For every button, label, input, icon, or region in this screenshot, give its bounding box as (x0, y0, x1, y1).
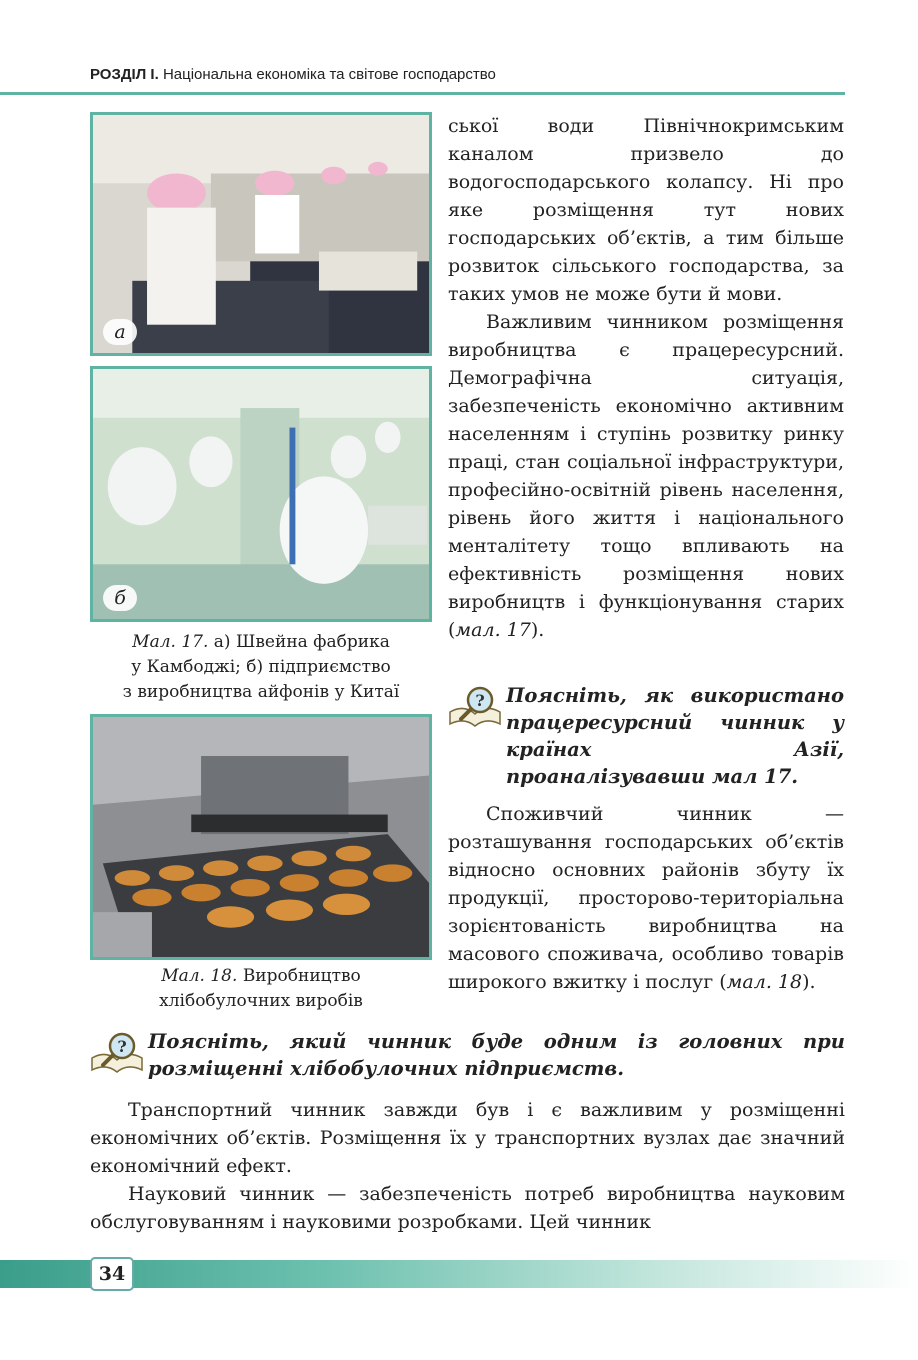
question-book-icon (446, 684, 504, 728)
svg-text:?: ? (117, 1037, 127, 1056)
footer-bar (0, 1260, 918, 1288)
fig18-caption-prefix: Мал. 18. (161, 966, 238, 986)
photo-label-a: а (103, 319, 137, 345)
fig18-caption-line2: хлібобулочних виробів (159, 991, 363, 1011)
fig17-caption-line1: а) Швейна фабрика (213, 632, 390, 652)
section-title: Національна економіка та світове господарство (162, 66, 496, 83)
paragraph-continued: ської води Північнокримським каналом призвело до водогосподарського колапсу. Ні про яке розміщення тут нових господарських об’єктів, а тим більше розвиток сільського господарства, за таких умов не може бути й мови. (448, 115, 844, 305)
photo-iphone-factory (90, 366, 432, 622)
page-number: 34 (90, 1257, 134, 1291)
paragraph-science-factor: Науковий чинник — забезпеченість потреб виробництва науковим обслуговуванням і науковими розробками. Цей чинник (90, 1183, 845, 1233)
question-bakery: Поясніть, який чинник буде одним із головних при розміщенні хлібобулочних підприємств. (148, 1030, 845, 1080)
consumer-text-end: ). (802, 971, 816, 993)
paragraph-consumer-factor (448, 800, 844, 996)
sewing-factory-image (93, 115, 429, 353)
header-rule (0, 92, 845, 95)
labor-figure-ref: мал. 17 (455, 619, 531, 641)
iphone-factory-image (93, 369, 429, 619)
photo-label-b: б (103, 585, 137, 611)
paragraph-transport-factor: Транспортний чинник завжди був і є важливим у розміщенні економічних об’єктів. Розміщення їх у транспортних вузлах дає значний економічний ефект. (90, 1099, 845, 1177)
svg-text:?: ? (475, 691, 485, 710)
figure-18-caption (90, 964, 432, 1014)
fig17-caption-prefix: Мал. 17. (132, 632, 209, 652)
labor-text-end: ). (530, 619, 545, 641)
paragraph-labor-factor (448, 308, 844, 644)
consumer-figure-ref: мал. 18 (726, 971, 803, 993)
photo-bakery (90, 714, 432, 960)
fig18-caption-line1: Виробництво (242, 966, 361, 986)
running-header (90, 66, 845, 83)
figure-17-caption (90, 630, 432, 705)
photo-sewing-factory (90, 112, 432, 356)
bakery-image (93, 717, 429, 957)
question-labor: Поясніть, як використано працересурсний чинник у країнах Азії, проаналізувавши мал 17. (506, 684, 844, 788)
section-label: РОЗДІЛ І. (90, 66, 159, 83)
consumer-text: Споживчий чинник — розташування господарських об’єктів відносно основних районів збуту їх продукції, просторово-територіальна зорієнтованість виробництва на масового споживача, особливо товарів широкого вжитку і послуг ( (448, 803, 844, 993)
fig17-caption-line3: з виробництва айфонів у Китаї (122, 682, 400, 702)
fig17-caption-line2: у Камбоджі; б) підприємство (131, 657, 391, 677)
labor-text: Важливим чинником розміщення виробництва є працересурсний. Демографічна ситуація, забезпеченість економічно активним населенням і ступінь розвитку ринку праці, стан соціальної інфраструктури, професійно-освітній рівень населення, рівень його життя і національного менталітету тощо впливають на ефективність розміщення нових виробництв і функціонування старих ( (448, 311, 844, 641)
question-book-icon-2 (88, 1030, 146, 1074)
